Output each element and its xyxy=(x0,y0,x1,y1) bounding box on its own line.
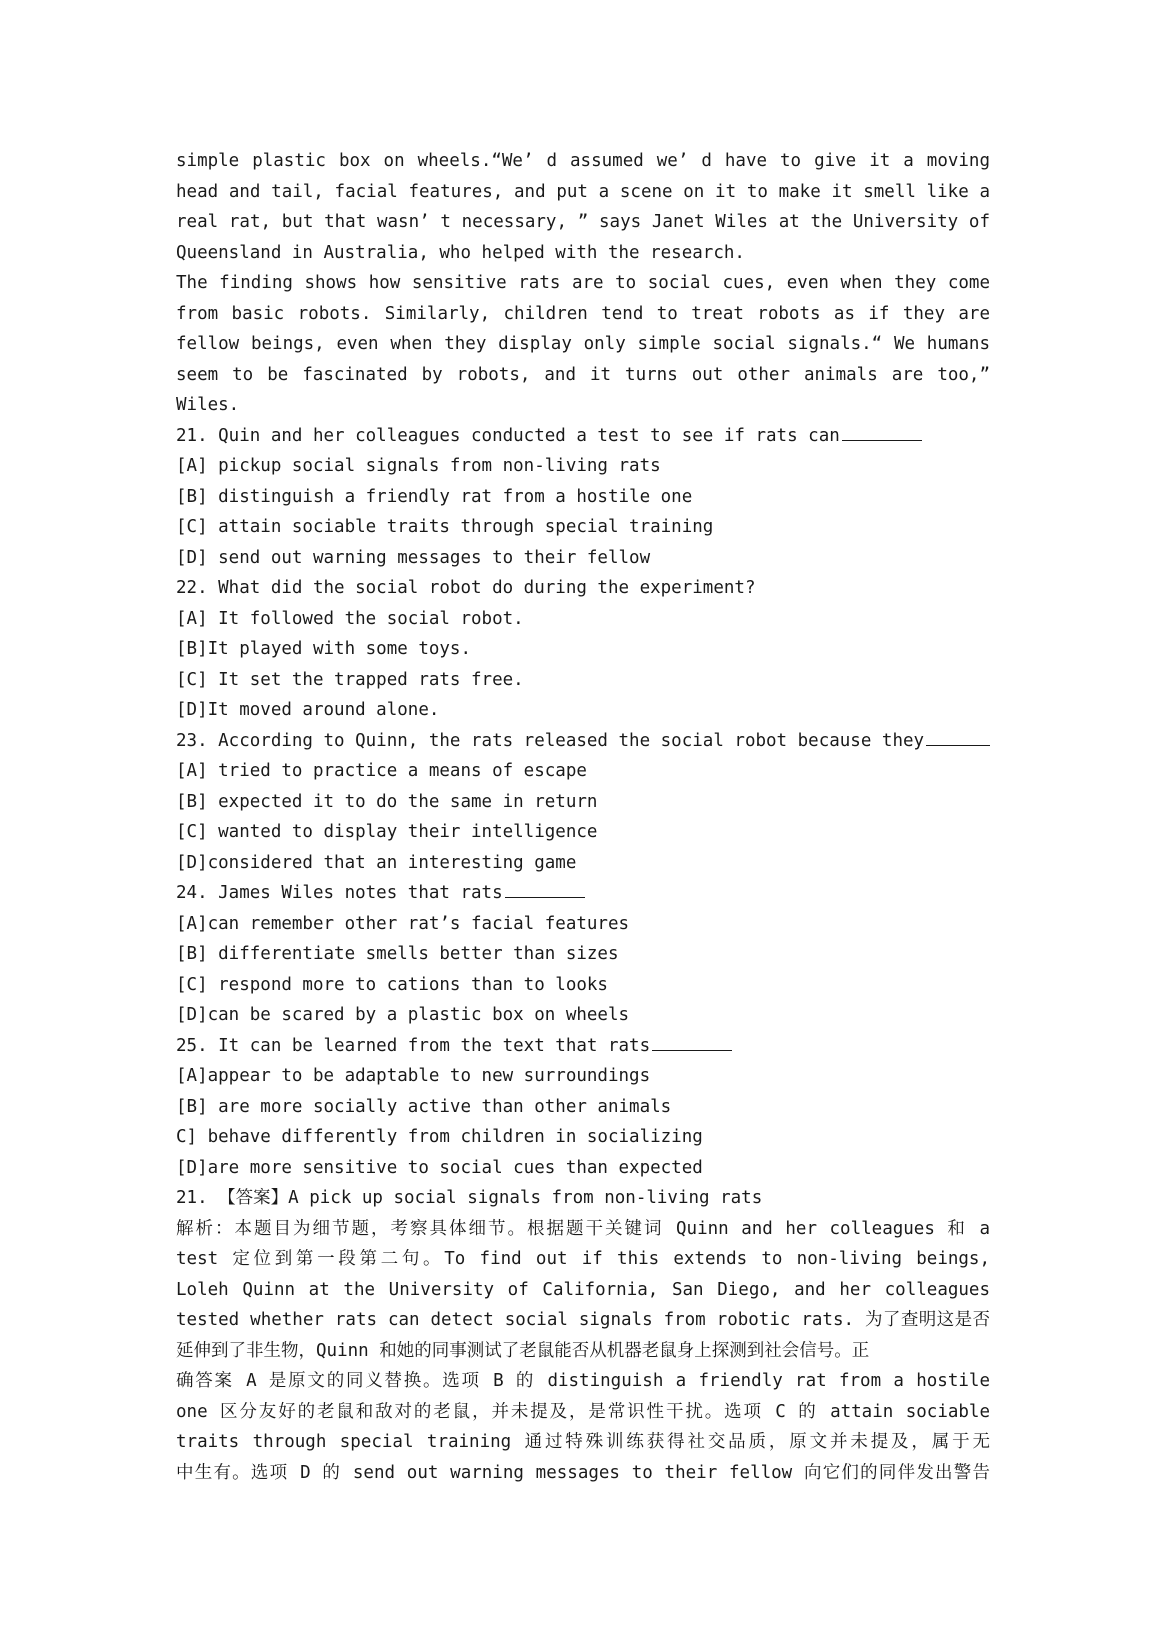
option-c: [C] respond more to cations than to looks xyxy=(176,974,608,995)
question-22 xyxy=(176,573,990,726)
explanation-line: 中生有。选项 D 的 send out warning messages to their fellow 向它们的同伴发出警告 xyxy=(176,1462,990,1483)
option-a: [A] It followed the social robot. xyxy=(176,608,524,629)
answer-explanation xyxy=(176,1183,990,1488)
explanation-line: test 定位到第一段第二句。To find out if this extends to non-living beings, xyxy=(176,1249,990,1269)
option-b: [B] differentiate smells better than sizes xyxy=(176,944,619,964)
explanation-line: one 区分友好的老鼠和敌对的老鼠，并未提及，是常识性干扰。选项 C 的 attain sociable xyxy=(176,1401,990,1422)
question-24 xyxy=(176,878,990,1031)
answer-blank xyxy=(926,727,990,746)
explanation-line: Loleh Quinn at the University of California, San Diego, and her colleagues xyxy=(176,1279,990,1300)
text-line: seem to be fascinated by robots, and it turns out other animals are too,” xyxy=(176,364,990,385)
text-line: fellow beings, even when they display only simple social signals.“ We humans xyxy=(176,334,990,354)
text-line: Wiles. xyxy=(176,395,240,415)
option-d: [D]considered that an interesting game xyxy=(176,852,577,873)
passage-paragraph-2 xyxy=(176,268,990,421)
option-c: [C] It set the trapped rats free. xyxy=(176,669,524,690)
question-23 xyxy=(176,726,990,879)
option-c: C] behave differently from children in socializing xyxy=(176,1127,703,1147)
question-stem-text: 24. James Wiles notes that rats xyxy=(176,883,503,903)
text-line: Queensland in Australia, who helped with the research. xyxy=(176,242,745,263)
explanation-line: 延伸到了非生物，Quinn 和她的同事测试了老鼠能否从机器老鼠身上探测到社会信号。正 xyxy=(176,1340,870,1361)
text-line: from basic robots. Similarly, children tend to treat robots as if they are xyxy=(176,303,990,324)
option-d: [D] send out warning messages to their fellow xyxy=(176,547,651,568)
answer-blank xyxy=(505,879,585,898)
explanation-line: traits through special training 通过特殊训练获得社交品质，原文并未提及，属于无 xyxy=(176,1432,990,1452)
option-b: [B] expected it to do the same in return xyxy=(176,791,598,812)
explanation-line: tested whether rats can detect social signals from robotic rats. 为了查明这是否 xyxy=(176,1310,990,1330)
text-line: The finding shows how sensitive rats are to social cues, even when they come xyxy=(176,273,990,293)
option-b: [B] are more socially active than other animals xyxy=(176,1096,672,1117)
document-body xyxy=(176,146,990,1488)
text-line: real rat, but that wasn’ t necessary, ” says Janet Wiles at the University of xyxy=(176,212,990,232)
answer-blank xyxy=(652,1032,732,1051)
question-25 xyxy=(176,1031,990,1184)
text-line: head and tail, facial features, and put a scene on it to make it smell like a xyxy=(176,181,990,202)
option-a: [A]can remember other rat’s facial features xyxy=(176,913,630,934)
question-stem-text: 23. According to Quinn, the rats released the social robot because they xyxy=(176,730,925,751)
answer-heading: 21. 【答案】A pick up social signals from non-living rats xyxy=(176,1188,763,1208)
option-a: [A]appear to be adaptable to new surroundings xyxy=(176,1066,651,1086)
option-a: [A] pickup social signals from non-living rats xyxy=(176,456,661,476)
option-b: [B] distinguish a friendly rat from a hostile one xyxy=(176,486,693,507)
text-line: simple plastic box on wheels.“We’ d assumed we’ d have to give it a moving xyxy=(176,151,990,171)
passage-paragraph-1 xyxy=(176,146,990,268)
question-stem: 22. What did the social robot do during the experiment? xyxy=(176,578,756,598)
option-c: [C] wanted to display their intelligence xyxy=(176,822,598,842)
option-d: [D]can be scared by a plastic box on wheels xyxy=(176,1005,630,1025)
option-a: [A] tried to practice a means of escape xyxy=(176,761,587,781)
question-stem xyxy=(176,878,990,909)
option-c: [C] attain sociable traits through special training xyxy=(176,517,714,537)
question-21 xyxy=(176,421,990,574)
option-d: [D]are more sensitive to social cues than expected xyxy=(176,1157,703,1178)
question-stem-text: 21. Quin and her colleagues conducted a test to see if rats can xyxy=(176,425,840,446)
answer-blank xyxy=(842,422,922,441)
explanation-line: 确答案 A 是原文的同义替换。选项 B 的 distinguish a friendly rat from a hostile xyxy=(176,1371,990,1391)
option-d: [D]It moved around alone. xyxy=(176,700,440,720)
option-b: [B]It played with some toys. xyxy=(176,639,472,659)
question-stem-text: 25. It can be learned from the text that rats xyxy=(176,1035,651,1056)
question-stem xyxy=(176,726,990,757)
question-stem xyxy=(176,421,990,452)
explanation-line: 解析：本题目为细节题，考察具体细节。根据题干关键词 Quinn and her colleagues 和 a xyxy=(176,1218,990,1239)
question-stem xyxy=(176,1031,990,1062)
